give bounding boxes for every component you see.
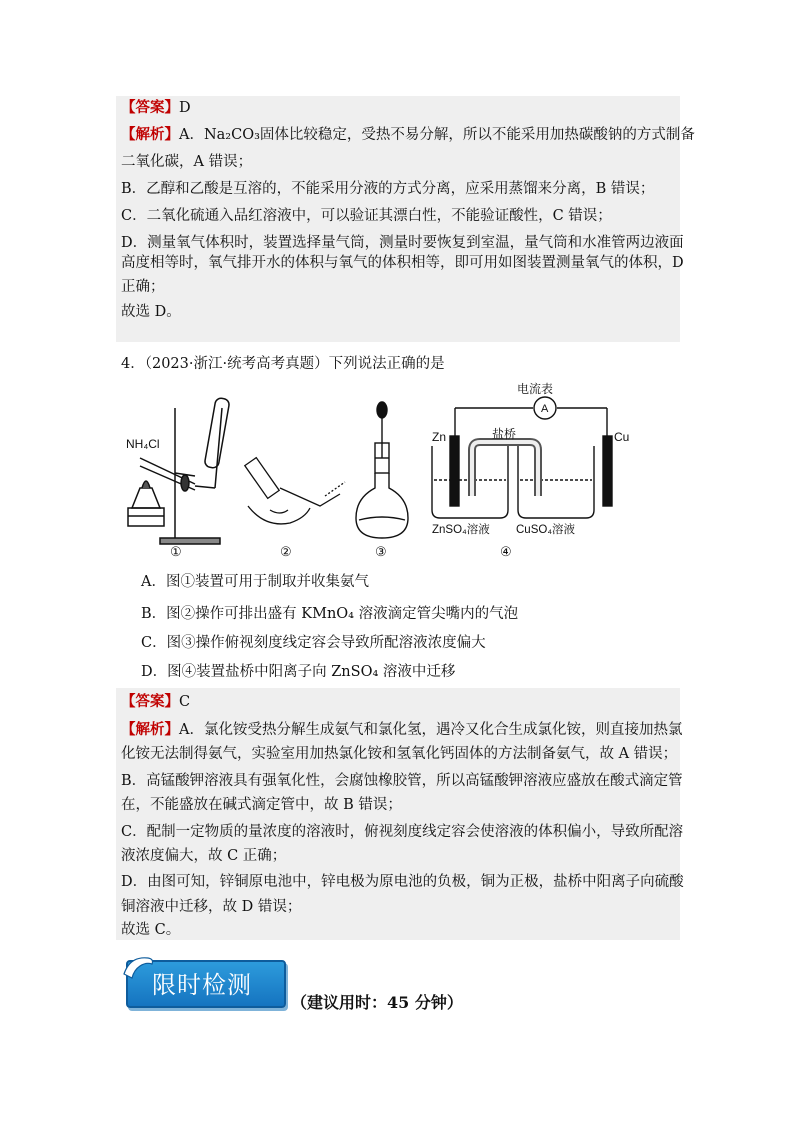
figure-caption-1: ① <box>170 544 182 559</box>
analysis-text: 二氧化碳，A 错误； <box>121 154 253 170</box>
analysis-text: C．二氧化硫通入品红溶液中，可以验证其漂白性，不能验证酸性，C 错误； <box>121 208 612 224</box>
analysis-text: 铜溶液中迁移，故 D 错误； <box>121 899 302 915</box>
analysis-text: C．配制一定物质的量浓度的溶液时，俯视刻度线定容会使溶液的体积偏小，导致所配溶 <box>121 824 684 840</box>
znso4-label: ZnSO₄溶液 <box>432 524 490 536</box>
analysis-line <box>121 125 695 145</box>
analysis-text: 故选 D。 <box>121 304 181 320</box>
analysis-text: 故选 C。 <box>121 922 181 938</box>
analysis-text: 化铵无法制得氨气，实验室用加热氯化铵和氢氧化钙固体的方法制备氨气，故 A 错误； <box>121 746 678 762</box>
answer-line <box>121 692 190 712</box>
analysis-text: 在，不能盛放在碱式滴定管中，故 B 错误； <box>121 797 402 813</box>
answer-value: C <box>179 694 191 710</box>
figure-caption-3: ③ <box>375 544 387 559</box>
analysis-text: B．乙醇和乙酸是互溶的，不能采用分液的方式分离，应采用蒸馏来分离，B 错误； <box>121 181 655 197</box>
analysis-tag: 【解析】 <box>121 126 179 143</box>
nh4cl-label: NH₄Cl <box>126 437 160 451</box>
analysis-text: D．由图可知，锌铜原电池中，锌电极为原电池的负极，铜为正极，盐桥中阳离子向硫酸 <box>121 874 684 890</box>
salt-bridge-label: 盐桥 <box>492 427 517 441</box>
analysis-text: 液浓度偏大，故 C 正确； <box>121 848 287 864</box>
analysis-text: 正确； <box>121 279 165 295</box>
dolphin-icon <box>122 952 156 982</box>
zn-label: Zn <box>432 430 447 444</box>
figure-1-apparatus <box>128 397 230 544</box>
figure-3-flask <box>356 402 408 538</box>
option-b: B．图②操作可排出盛有 KMnO₄ 溶液滴定管尖嘴内的气泡 <box>141 606 519 622</box>
analysis-text: A．Na₂CO₃固体比较稳定，受热不易分解，所以不能采用加热碳酸钠的方式制备 <box>179 127 695 143</box>
analysis-text: B．高锰酸钾溶液具有强氧化性，会腐蚀橡胶管，所以高锰酸钾溶液应盛放在酸式滴定管 <box>121 773 683 789</box>
option-a: A．图①装置可用于制取并收集氨气 <box>141 574 369 590</box>
question-figure <box>120 378 630 563</box>
figure-2-burette <box>245 458 345 524</box>
analysis-text: 高度相等时，氧气排开水的体积与氧气的体积相等，即可用如图装置测量氧气的体积，D <box>121 255 684 271</box>
cuso4-label: CuSO₄溶液 <box>516 524 576 536</box>
suggested-time: （建议用时：45 分钟） <box>291 993 463 1012</box>
cu-label: Cu <box>614 430 630 444</box>
figure-4-cell <box>432 397 612 518</box>
option-c: C．图③操作俯视刻度线定容会导致所配溶液浓度偏大 <box>141 635 486 651</box>
answer-tag: 【答案】 <box>121 99 179 116</box>
answer-value: D <box>179 100 191 116</box>
question-stem: 4．（2023·浙江·统考高考真题）下列说法正确的是 <box>121 356 445 372</box>
analysis-line <box>121 720 682 740</box>
analysis-tag: 【解析】 <box>121 721 179 738</box>
figure-caption-2: ② <box>280 544 292 559</box>
analysis-text: A．氯化铵受热分解生成氨气和氯化氢，遇冷又化合生成氯化铵，则直接加热氯 <box>179 722 683 738</box>
answer-line <box>121 98 191 118</box>
answer-tag: 【答案】 <box>121 693 179 710</box>
banner-title: 限时检测 <box>152 971 252 999</box>
option-d: D．图④装置盐桥中阳离子向 ZnSO₄ 溶液中迁移 <box>141 664 456 680</box>
analysis-text: D．测量氧气体积时，装置选择量气筒，测量时要恢复到室温，量气筒和水准管两边液面 <box>121 235 684 251</box>
ammeter-symbol: A <box>541 403 549 415</box>
section-banner <box>122 960 282 1006</box>
ammeter-label: 电流表 <box>517 382 554 396</box>
figure-caption-4: ④ <box>500 544 512 559</box>
